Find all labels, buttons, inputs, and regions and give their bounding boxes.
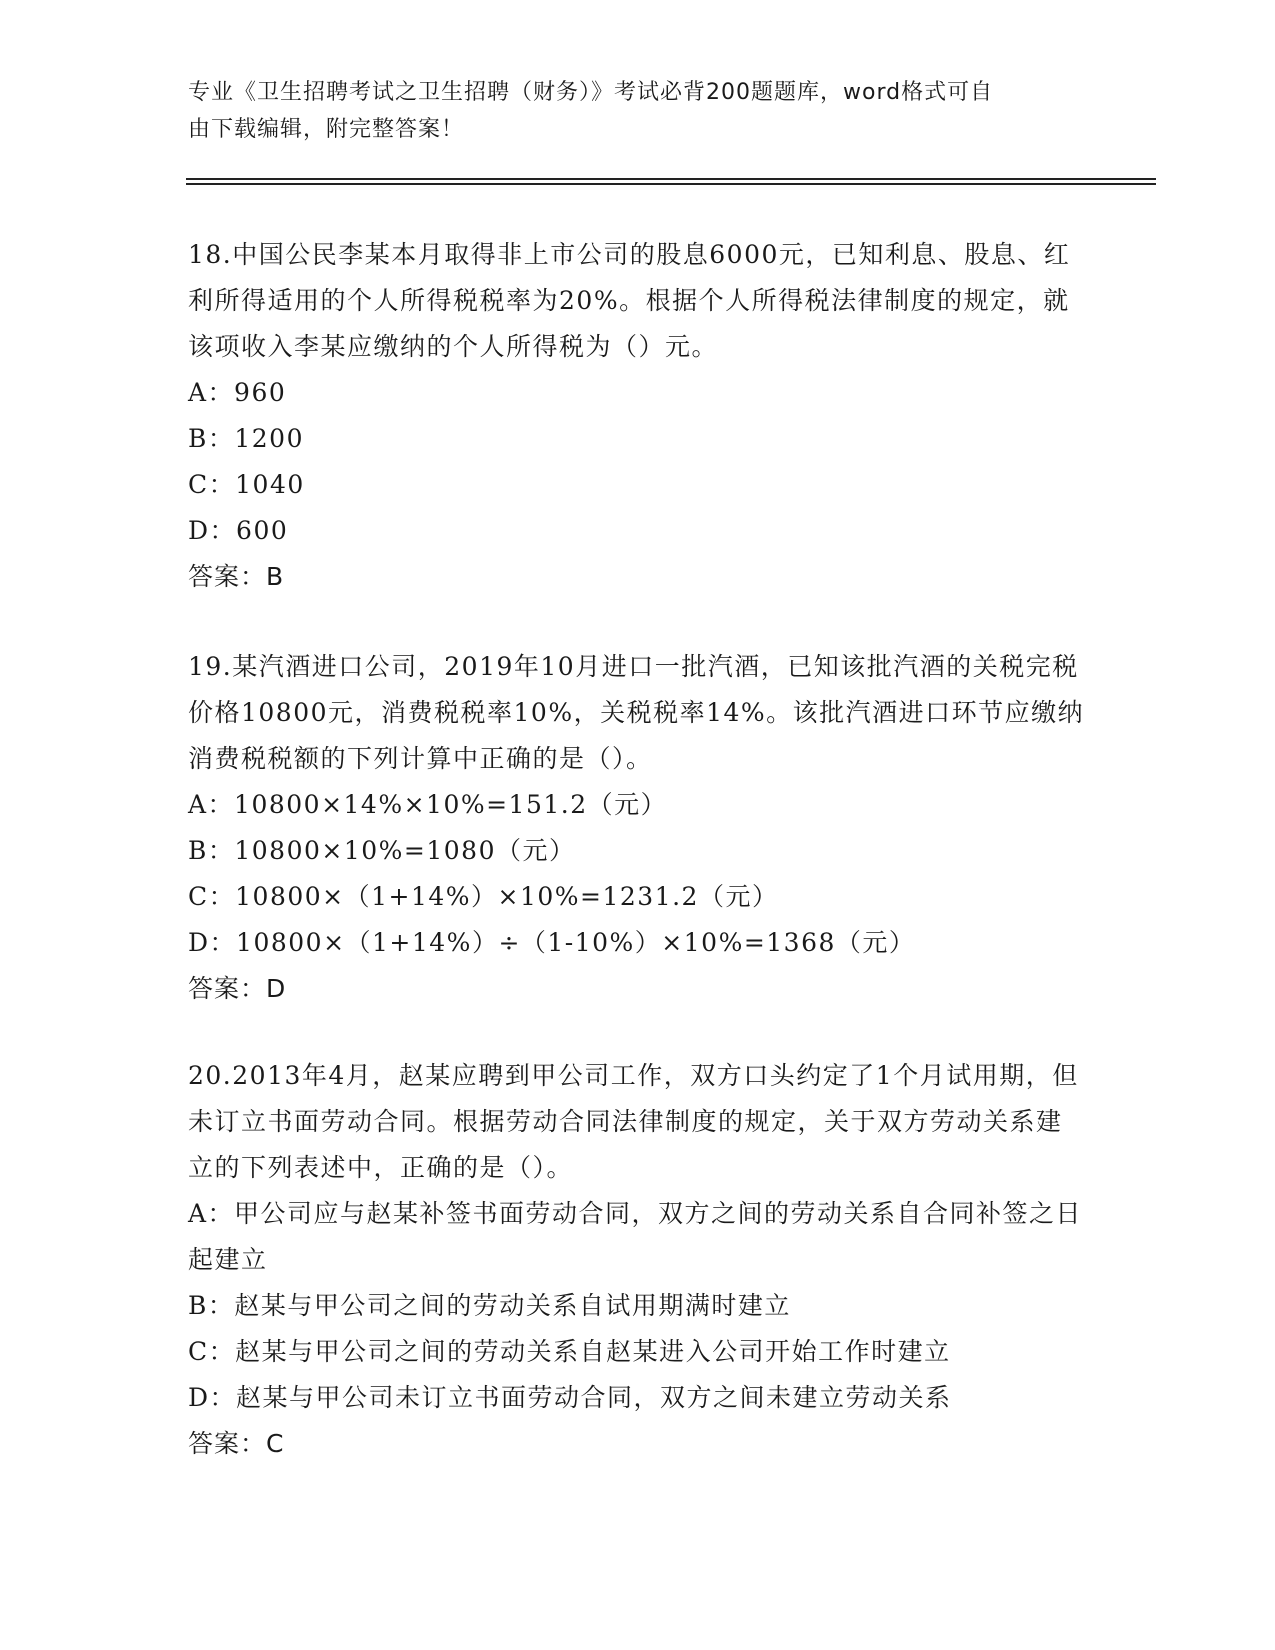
option-b: B：10800×10%=1080（元） — [188, 836, 576, 865]
option-b: B：1200 — [188, 424, 304, 453]
answer: 答案：C — [188, 1429, 285, 1458]
question-18 — [188, 232, 1088, 600]
question-stem: 20.2013年4月，赵某应聘到甲公司工作，双方口头约定了1个月试用期，但未订立书面劳动合同。根据劳动合同法律制度的规定，关于双方劳动关系建立的下列表述中，正确的是（）。 — [188, 1061, 1079, 1182]
header-divider-bottom — [186, 183, 1156, 185]
question-stem: 18.中国公民李某本月取得非上市公司的股息6000元，已知利息、股息、红利所得适用的个人所得税税率为20%。根据个人所得税法律制度的规定，就该项收入李某应缴纳的个人所得税为（）元。 — [188, 240, 1071, 361]
answer: 答案：D — [188, 974, 287, 1003]
option-a: A：10800×14%×10%=151.2（元） — [188, 790, 668, 819]
answer: 答案：B — [188, 562, 285, 591]
option-d: D：赵某与甲公司未订立书面劳动合同，双方之间未建立劳动关系 — [188, 1383, 952, 1412]
option-b: B：赵某与甲公司之间的劳动关系自试用期满时建立 — [188, 1291, 791, 1320]
option-c: C：1040 — [188, 470, 305, 499]
option-c: C：赵某与甲公司之间的劳动关系自赵某进入公司开始工作时建立 — [188, 1337, 951, 1366]
option-a: A：甲公司应与赵某补签书面劳动合同，双方之间的劳动关系自合同补签之日起建立 — [188, 1199, 1083, 1274]
question-stem: 19.某汽酒进口公司，2019年10月进口一批汽酒，已知该批汽酒的关税完税价格10800元，消费税税率10%，关税税率14%。该批汽酒进口环节应缴纳消费税税额的下列计算中正确的是（）。 — [188, 652, 1085, 773]
option-a: A：960 — [188, 378, 287, 407]
option-d: D：10800×（1+14%）÷（1-10%）×10%=1368（元） — [188, 928, 916, 957]
option-c: C：10800×（1+14%）×10%=1231.2（元） — [188, 882, 779, 911]
question-20 — [188, 1053, 1088, 1467]
document-header: 专业《卫生招聘考试之卫生招聘（财务）》考试必背200题题库，word格式可自 由下载编辑，附完整答案！ — [188, 80, 994, 142]
question-19 — [188, 644, 1088, 1012]
header-divider-top — [186, 178, 1156, 180]
option-d: D：600 — [188, 516, 289, 545]
